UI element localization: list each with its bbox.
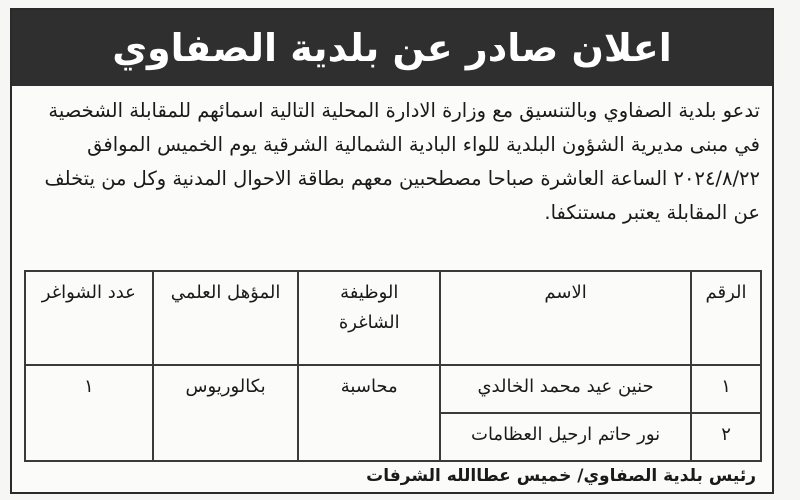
row-name: حنين عيد محمد الخالدي bbox=[440, 365, 691, 413]
title-bar bbox=[12, 10, 772, 86]
candidates-table bbox=[24, 270, 762, 462]
signature-line: رئيس بلدية الصفاوي/ خميس عطاالله الشرفات bbox=[366, 466, 756, 486]
announcement-title: اعلان صادر عن بلدية الصفاوي bbox=[112, 26, 672, 70]
body-line-2: في مبنى مديرية الشؤون البلدية للواء البادية الشمالية الشرقية يوم الخميس الموافق bbox=[87, 133, 760, 156]
header-qualification: المؤهل العلمي bbox=[153, 271, 299, 365]
header-vacancies: عدد الشواغر bbox=[25, 271, 153, 365]
row-name: نور حاتم ارحيل العظامات bbox=[440, 413, 691, 461]
qualification-cell: بكالوريوس bbox=[153, 365, 299, 461]
vacancies-cell: ١ bbox=[25, 365, 153, 461]
announcement-box bbox=[10, 8, 774, 494]
header-name: الاسم bbox=[440, 271, 691, 365]
header-job bbox=[298, 271, 440, 365]
body-line-1: تدعو بلدية الصفاوي وبالتنسيق مع وزارة الادارة المحلية التالية اسمائهم للمقابلة الشخصية bbox=[48, 99, 760, 122]
row-number: ١ bbox=[691, 365, 761, 413]
table-row bbox=[25, 365, 761, 413]
header-number: الرقم bbox=[691, 271, 761, 365]
header-job-line1: الوظيفة bbox=[340, 282, 399, 303]
table-header-row bbox=[25, 271, 761, 365]
header-job-line2: الشاغرة bbox=[338, 312, 400, 333]
body-line-3: ٢٠٢٤/٨/٢٢ الساعة العاشرة صباحا مصطحبين معهم بطاقة الاحوال المدنية وكل من يتخلف bbox=[44, 167, 760, 190]
job-cell: محاسبة bbox=[298, 365, 440, 461]
row-number: ٢ bbox=[691, 413, 761, 461]
body-line-4: عن المقابلة يعتبر مستنكفا. bbox=[544, 201, 760, 224]
announcement-body bbox=[12, 86, 772, 230]
